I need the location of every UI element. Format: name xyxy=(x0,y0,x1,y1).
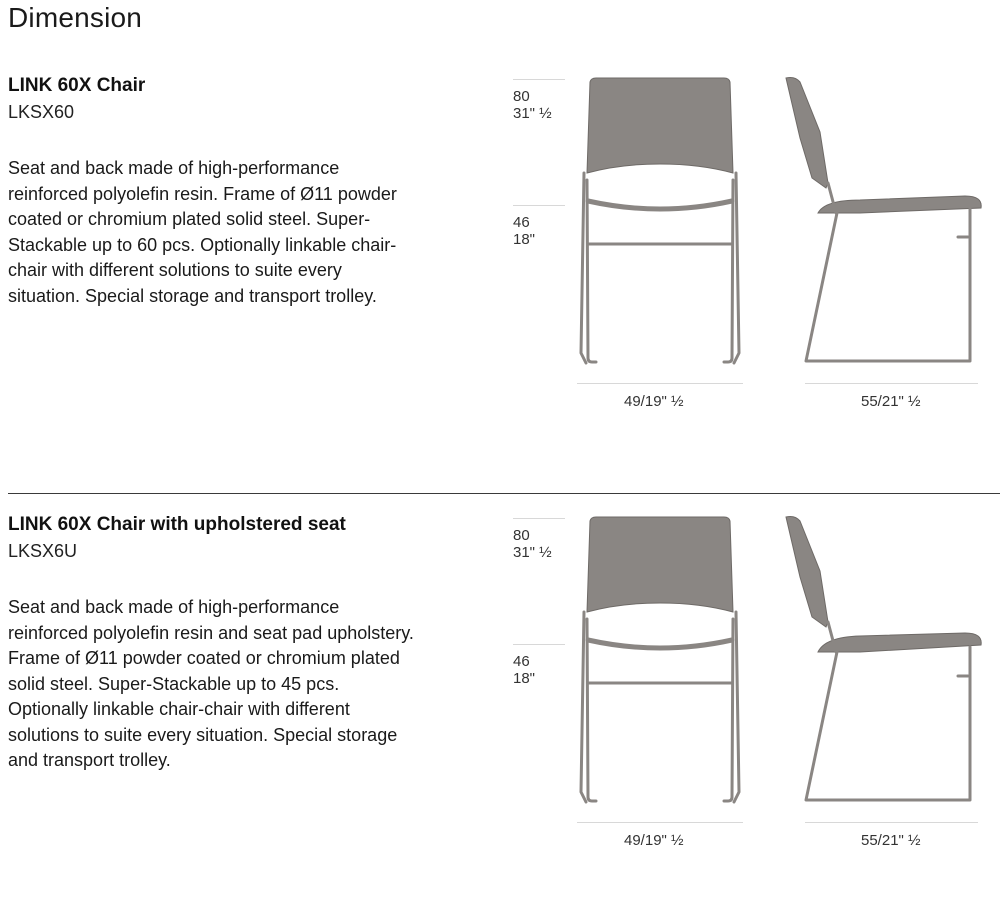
chair-drawings xyxy=(560,507,1000,807)
product-code: LKSX6U xyxy=(8,541,78,561)
seat-height-dimension xyxy=(513,653,535,687)
seat-height-cm: 46 xyxy=(513,214,530,231)
product-description xyxy=(8,156,498,309)
description-line: Stackable up to 60 pcs. Optionally linkable chair- xyxy=(8,234,397,255)
side-depth-guide-line xyxy=(805,822,978,823)
description-line: and transport trolley. xyxy=(8,750,171,770)
description-line: Optionally linkable chair-chair with different xyxy=(8,699,350,719)
side-depth-dimension: 55/21" ½ xyxy=(861,832,921,849)
side-view-chair-drawing xyxy=(786,517,981,801)
front-view-chair-drawing xyxy=(581,78,739,363)
seat-height-guide-line xyxy=(513,205,565,206)
height-total-cm: 80 xyxy=(513,527,530,544)
height-total-dimension xyxy=(513,88,552,122)
front-width-guide-line xyxy=(577,383,743,384)
height-total-inch: 31" ½ xyxy=(513,105,552,122)
side-depth-dimension: 55/21" ½ xyxy=(861,393,921,410)
product-section-link-60x-upholstered xyxy=(0,499,1000,919)
front-width-dimension: 49/19" ½ xyxy=(624,393,684,410)
description-line: solutions to suite every situation. Special storage xyxy=(8,724,398,745)
description-line: situation. Special storage and transport trolley. xyxy=(8,285,377,306)
description-line: Frame of Ø11 powder coated or chromium plated xyxy=(8,648,400,668)
seat-height-cm: 46 xyxy=(513,653,530,670)
front-width-dimension: 49/19" ½ xyxy=(624,832,684,849)
seat-height-dimension xyxy=(513,214,535,248)
front-view-chair-drawing xyxy=(581,517,739,802)
description-line: Seat and back made of high-performance xyxy=(8,158,340,178)
description-line: coated or chromium plated solid steel. Super- xyxy=(8,209,371,229)
height-total-cm: 80 xyxy=(513,88,530,105)
product-description xyxy=(8,595,498,774)
seat-height-guide-line xyxy=(513,644,565,645)
description-line: chair with different solutions to suite every xyxy=(8,260,342,280)
product-name: LINK 60X Chair xyxy=(8,75,146,96)
section-divider xyxy=(8,493,1000,494)
product-code: LKSX60 xyxy=(8,102,75,122)
seat-height-inch: 18" xyxy=(513,231,536,248)
height-guide-line xyxy=(513,518,565,519)
description-line: reinforced polyolefin resin. Frame of Ø11 powder xyxy=(8,183,397,204)
description-line: solid steel. Super-Stackable up to 45 pcs. xyxy=(8,673,340,694)
product-name: LINK 60X Chair with upholstered seat xyxy=(8,514,346,535)
side-depth-guide-line xyxy=(805,383,978,384)
height-total-dimension xyxy=(513,527,552,561)
front-width-guide-line xyxy=(577,822,743,823)
chair-drawings xyxy=(560,68,1000,368)
description-line: reinforced polyolefin resin and seat pad upholstery. xyxy=(8,622,414,643)
product-section-link-60x xyxy=(0,60,1000,480)
height-guide-line xyxy=(513,79,565,80)
side-view-chair-drawing xyxy=(786,78,981,362)
height-total-inch: 31" ½ xyxy=(513,544,552,561)
seat-height-inch: 18" xyxy=(513,670,536,687)
description-line: Seat and back made of high-performance xyxy=(8,597,340,617)
page-title: Dimension xyxy=(8,2,143,33)
